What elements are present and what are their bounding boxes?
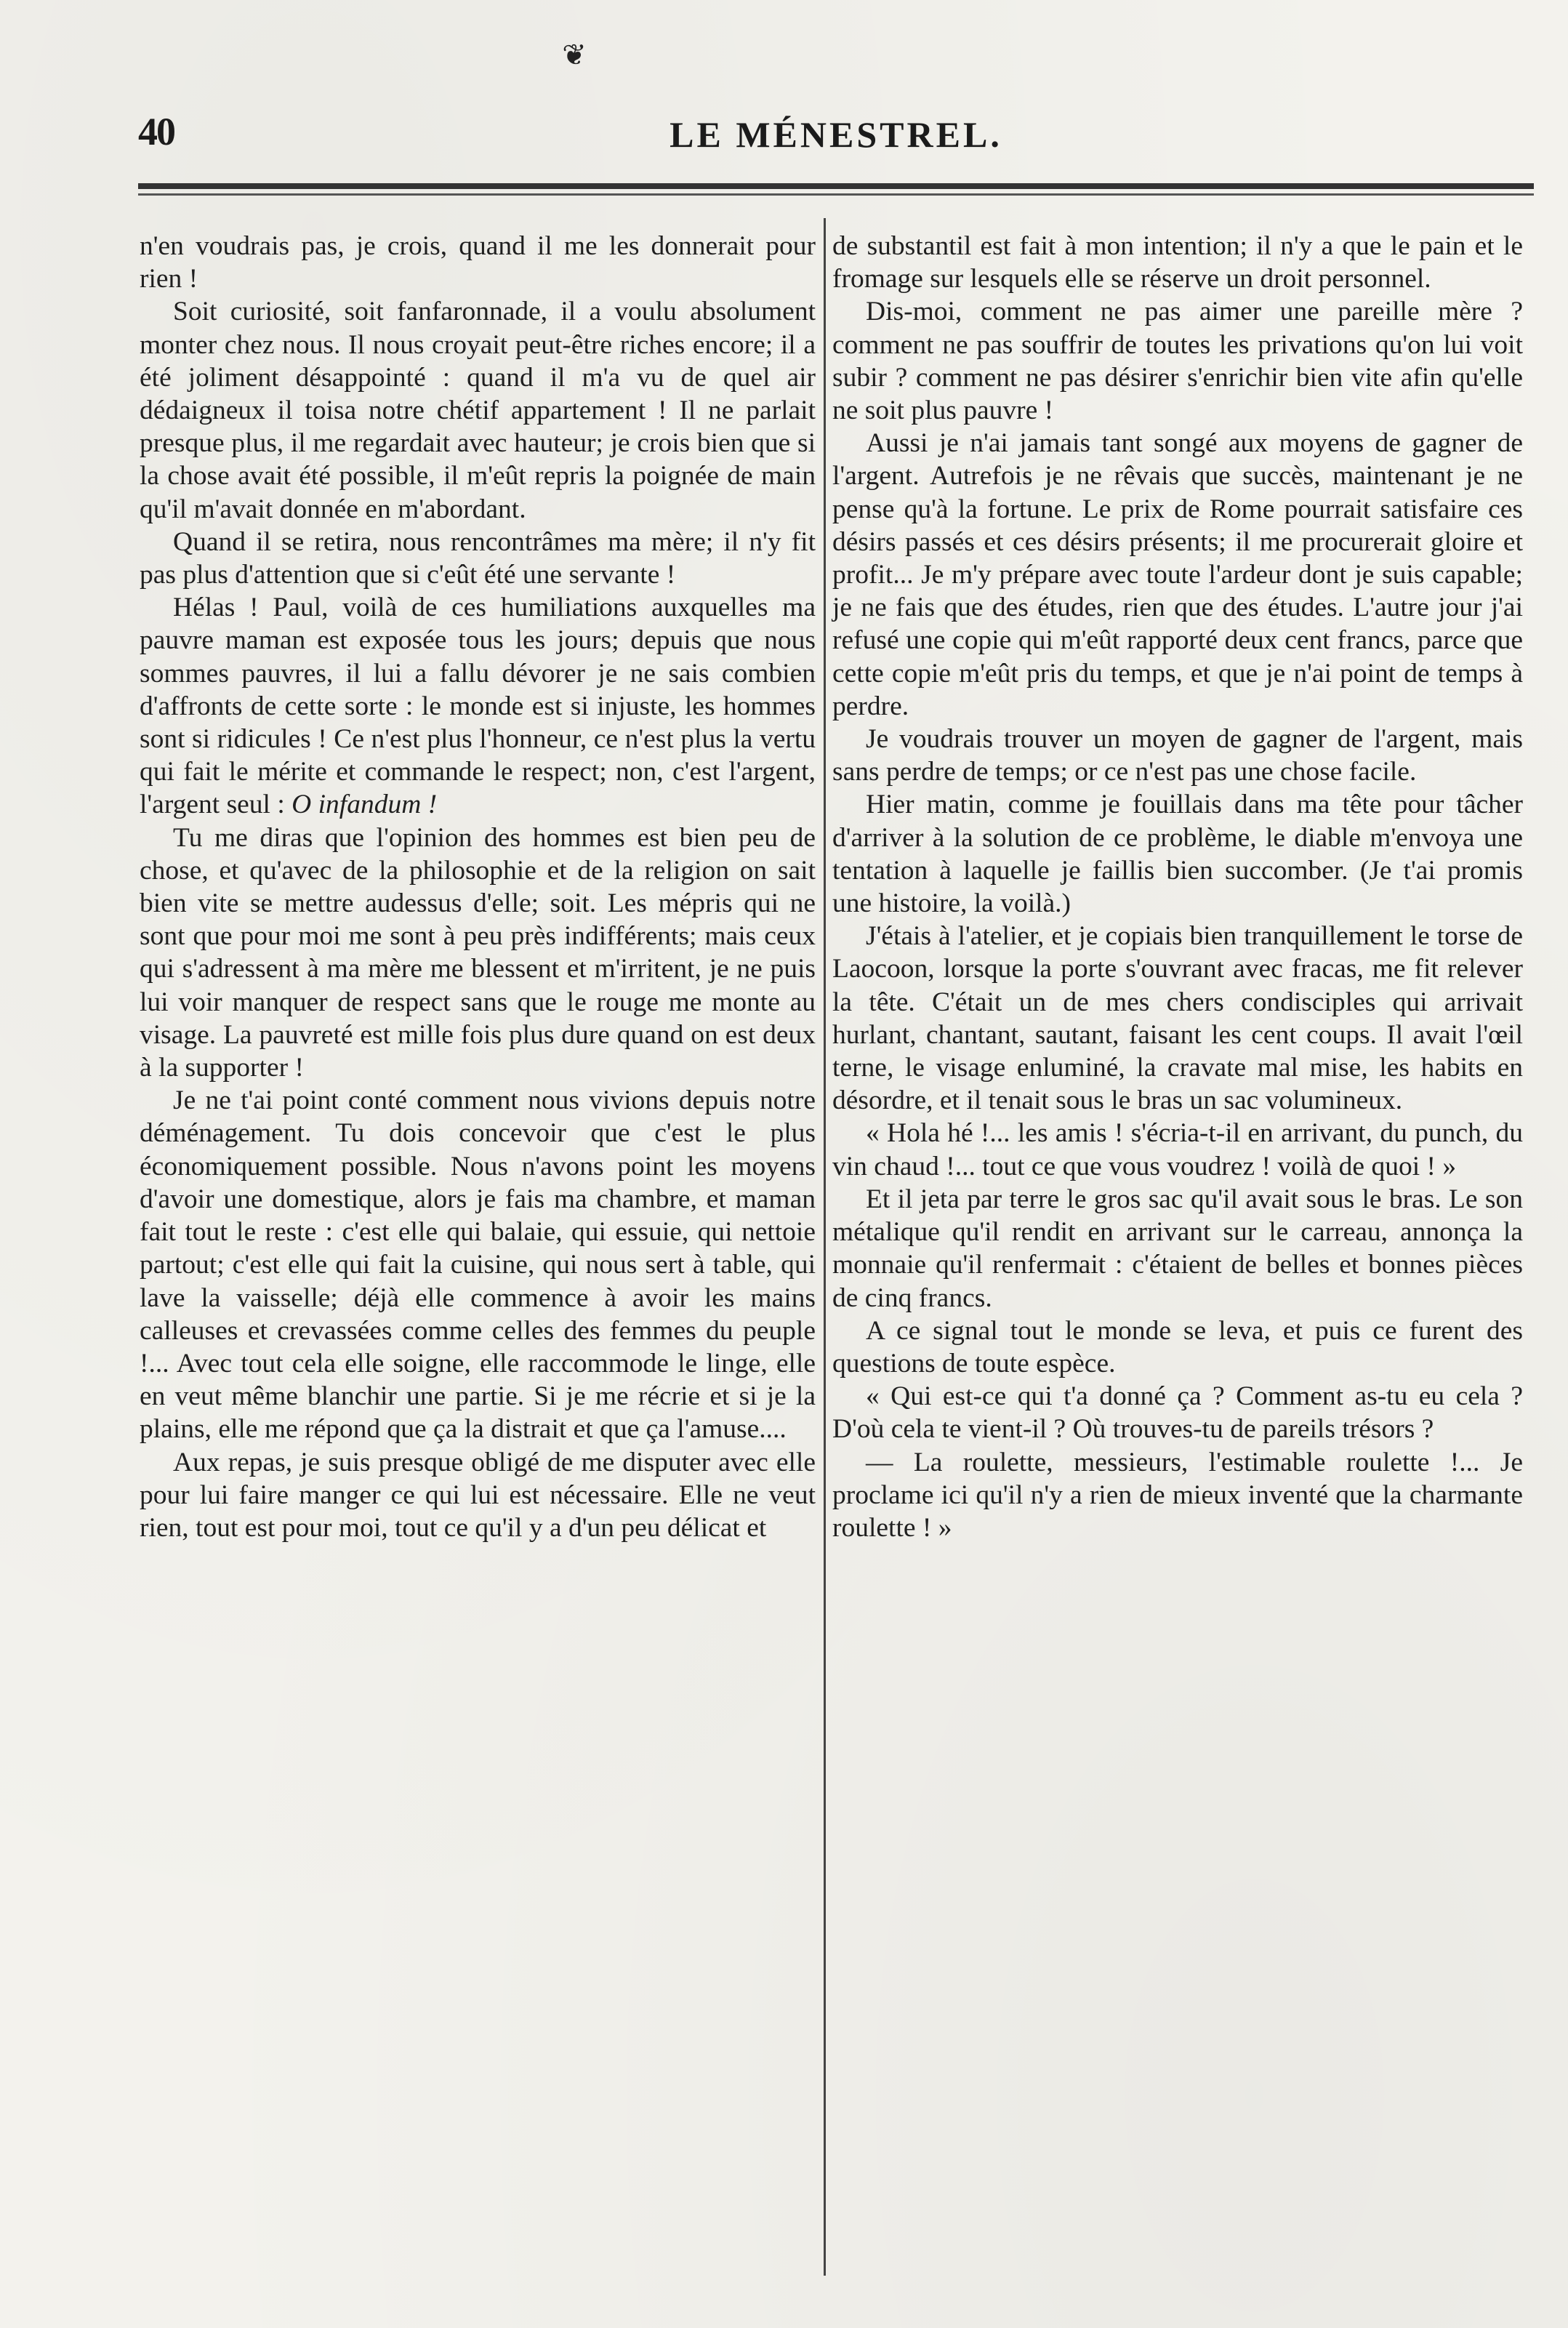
- paragraph: — La roulette, messieurs, l'estimable roulette !... Je proclame ici qu'il n'y a rien de mieux inventé que la charmante roulette ! »: [832, 1447, 1523, 1543]
- header-rule-thick: [138, 183, 1534, 189]
- column-divider: [824, 218, 826, 2276]
- paragraph: Je voudrais trouver un moyen de gagner de l'argent, mais sans perdre de temps; or ce n'est pas une chose facile.: [832, 724, 1523, 787]
- latin-exclamation: O infandum !: [292, 790, 438, 820]
- paragraph: Je ne t'ai point conté comment nous vivions depuis notre déménagement. Tu dois concevoir que c'est le plus économiquement possible. Nous n'avons point les moyens d'avoir une domestique, alors je fais ma chambre, et maman fait tout le reste : c'est elle qui balaie, qui essuie, qui nettoie partout; c'est elle qui fait la cuisine, qui nous sert à table, qui lave la vaisselle; déjà elle commence à avoir les mains calleuses et crevassées comme celles des femmes du peuple !... Avec tout cela elle soigne, elle raccommode le linge, elle en veut même blanchir une partie. Si je me récrie et si je la plains, elle me répond que ça la distrait et que ça l'amuse....: [140, 1085, 816, 1445]
- page-number: 40: [138, 110, 174, 153]
- paragraph: Et il jeta par terre le gros sac qu'il avait sous le bras. Le son métalique qu'il rendit en arrivant sur le carreau, annonça la monnaie qu'il renfermait : c'étaient de belles et bonnes pièces de cinq francs.: [832, 1184, 1523, 1313]
- left-column: [140, 230, 816, 1544]
- paragraph: J'étais à l'atelier, et je copiais bien tranquillement le torse de Laocoon, lorsque la porte s'ouvrant avec fracas, me fit relever la tête. C'était un de mes chers condisciples qui arrivait hurlant, chantant, sautant, faisant les cent coups. Il avait l'œil terne, le visage enluminé, la cravate mal mise, les habits en désordre, et il tenait sous le bras un sac volumineux.: [832, 921, 1523, 1116]
- paragraph: [140, 591, 816, 821]
- right-column: [832, 230, 1523, 1544]
- paragraph: n'en voudrais pas, je crois, quand il me les donnerait pour rien !: [140, 231, 816, 294]
- paragraph: A ce signal tout le monde se leva, et puis ce furent des questions de toute espèce.: [832, 1315, 1523, 1378]
- paragraph: Dis-moi, comment ne pas aimer une pareille mère ? comment ne pas souffrir de toutes les privations qu'on lui voit subir ? comment ne pas désirer s'enrichir bien vite afin qu'elle ne soit plus pauvre !: [832, 297, 1523, 426]
- paragraph-text: Hélas ! Paul, voilà de ces humiliations auxquelles ma pauvre maman est exposée tous les jours; depuis que nous sommes pauvres, il lui a fallu dévorer je ne sais combien d'affronts de cette sorte : le monde est si injuste, les hommes sont si ridicules ! Ce n'est plus l'honneur, ce n'est plus la vertu qui fait le mérite et commande le respect; non, c'est l'argent, l'argent seul :: [140, 593, 816, 820]
- header-rule-thin: [138, 193, 1534, 196]
- paragraph: Tu me diras que l'opinion des hommes est bien peu de chose, et qu'avec de la philosophie et de la religion on sait bien vite se mettre audessus d'elle; soit. Les mépris qui ne sont que pour moi me sont à peu près indifférents; mais ceux qui s'adressent à ma mère me blessent et m'irritent, je ne puis lui voir manquer de respect sans que le rouge me monte au visage. La pauvreté est mille fois plus dure quand on est deux à la supporter !: [140, 822, 816, 1083]
- running-title: LE MÉNESTREL.: [670, 114, 1002, 155]
- paragraph: Soit curiosité, soit fanfaronnade, il a voulu absolument monter chez nous. Il nous croyait peut-être riches encore; il a été joliment désappointé : quand il m'a vu de quel air dédaigneux il toisa notre chétif appartement ! Il ne parlait presque plus, il me regardait avec hauteur; je crois bien que si la chose avait été possible, il m'eût repris la poignée de main qu'il m'avait donnée en m'abordant.: [140, 297, 816, 524]
- page-header: [138, 109, 1534, 174]
- paragraph: Aux repas, je suis presque obligé de me disputer avec elle pour lui faire manger ce qui lui est nécessaire. Elle ne veut rien, tout est pour moi, tout ce qu'il y a d'un peu délicat et: [140, 1447, 816, 1543]
- paragraph: Hier matin, comme je fouillais dans ma tête pour tâcher d'arriver à la solution de ce problème, le diable m'envoya une tentation à laquelle je faillis bien succomber. (Je t'ai promis une histoire, la voilà.): [832, 790, 1523, 919]
- paragraph: de substantil est fait à mon intention; il n'y a que le pain et le fromage sur lesquels elle se réserve un droit personnel.: [832, 231, 1523, 294]
- paragraph: Aussi je n'ai jamais tant songé aux moyens de gagner de l'argent. Autrefois je ne rêvais que succès, maintenant je ne pense qu'à la fortune. Le prix de Rome pourrait satisfaire ces désirs passés et ces désirs présents; il me procurerait gloire et profit... Je m'y prépare avec toute l'ardeur dont je suis capable; je ne fais que des études, rien que des études. L'autre jour j'ai refusé une copie qui m'eût rapporté deux cent francs, parce que cette copie m'eût pris du temps, et que je n'ai point de temps à perdre.: [832, 428, 1523, 721]
- paragraph: « Qui est-ce qui t'a donné ça ? Comment as-tu eu cela ? D'où cela te vient-il ? Où trouves-tu de pareils trésors ?: [832, 1381, 1523, 1445]
- paragraph: Quand il se retira, nous rencontrâmes ma mère; il n'y fit pas plus d'attention que si c'eût été une servante !: [140, 526, 816, 590]
- paragraph: « Hola hé !... les amis ! s'écria-t-il en arrivant, du punch, du vin chaud !... tout ce que vous voudrez ! voilà de quoi ! »: [832, 1118, 1523, 1181]
- ornament-icon: ❦: [562, 39, 587, 72]
